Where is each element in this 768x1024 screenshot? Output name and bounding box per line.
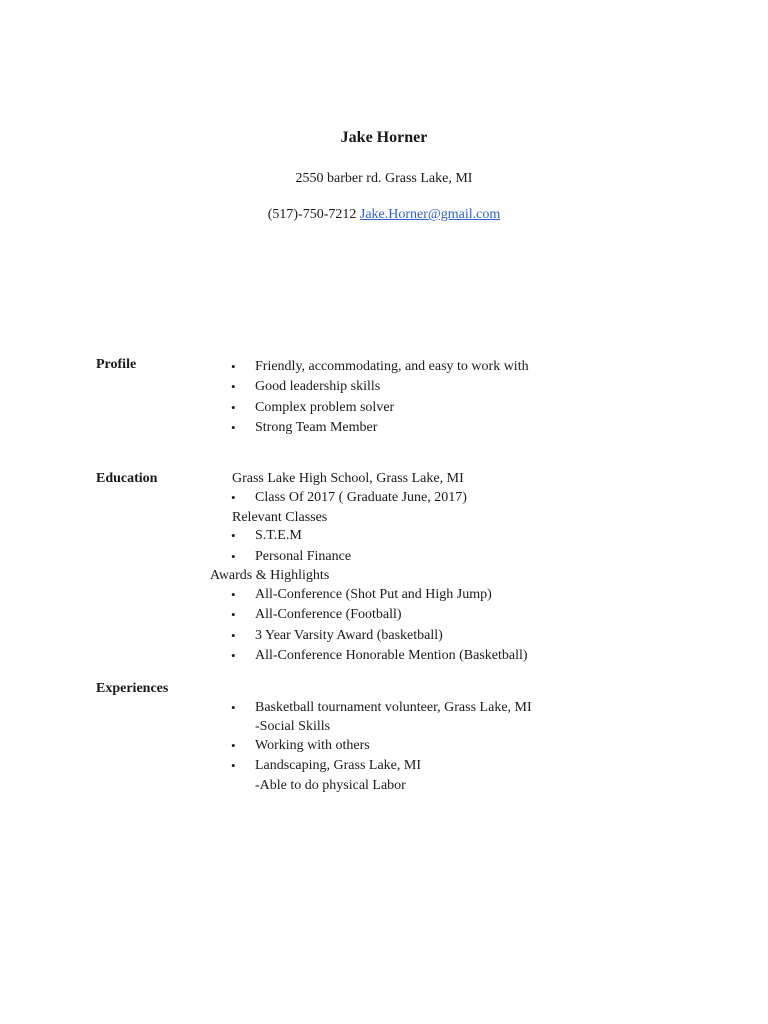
award-item: • All-Conference Honorable Mention (Basketball) [231,648,528,663]
profile-item: • Complex problem solver [231,400,395,415]
award-item: • All-Conference (Football) [231,607,402,622]
experience-item: • Landscaping, Grass Lake, MI [231,758,422,773]
bullet-icon: • [231,490,236,505]
bullet-icon: • [231,587,236,602]
education-heading: Education [96,471,158,486]
experience-item: • Basketball tournament volunteer, Grass Lake, MI [231,700,532,715]
profile-heading: Profile [96,357,137,372]
class-year-item: • Class Of 2017 ( Graduate June, 2017) [231,490,467,505]
relevant-classes-label: Relevant Classes [232,510,328,525]
email-link[interactable]: Jake.Horner@gmail.com [359,207,501,222]
bullet-icon: • [231,758,236,773]
experiences-heading: Experiences [96,681,169,696]
experience-detail: -Able to do physical Labor [255,778,406,793]
awards-label: Awards & Highlights [210,568,330,583]
bullet-icon: • [231,379,236,394]
bullet-icon: • [231,628,236,643]
bullet-icon: • [231,400,236,415]
phone-number: (517)-750-7212 [267,207,357,222]
class-item: • S.T.E.M [231,528,302,543]
school-line: Grass Lake High School, Grass Lake, MI [232,471,464,486]
experience-item: • Working with others [231,738,370,753]
bullet-icon: • [231,700,236,715]
resume-name: Jake Horner [340,129,428,146]
bullet-icon: • [231,359,236,374]
bullet-icon: • [231,528,236,543]
profile-item: • Friendly, accommodating, and easy to work with [231,359,529,374]
address-line: 2550 barber rd. Grass Lake, MI [295,171,473,186]
bullet-icon: • [231,420,236,435]
class-item: • Personal Finance [231,549,352,564]
award-item: • All-Conference (Shot Put and High Jump) [231,587,492,602]
experience-detail: -Social Skills [255,719,331,734]
award-item: • 3 Year Varsity Award (basketball) [231,628,443,643]
bullet-icon: • [231,738,236,753]
bullet-icon: • [231,549,236,564]
bullet-icon: • [231,607,236,622]
profile-item: • Good leadership skills [231,379,381,394]
profile-item: • Strong Team Member [231,420,378,435]
contact-line [0,207,768,223]
bullet-icon: • [231,648,236,663]
